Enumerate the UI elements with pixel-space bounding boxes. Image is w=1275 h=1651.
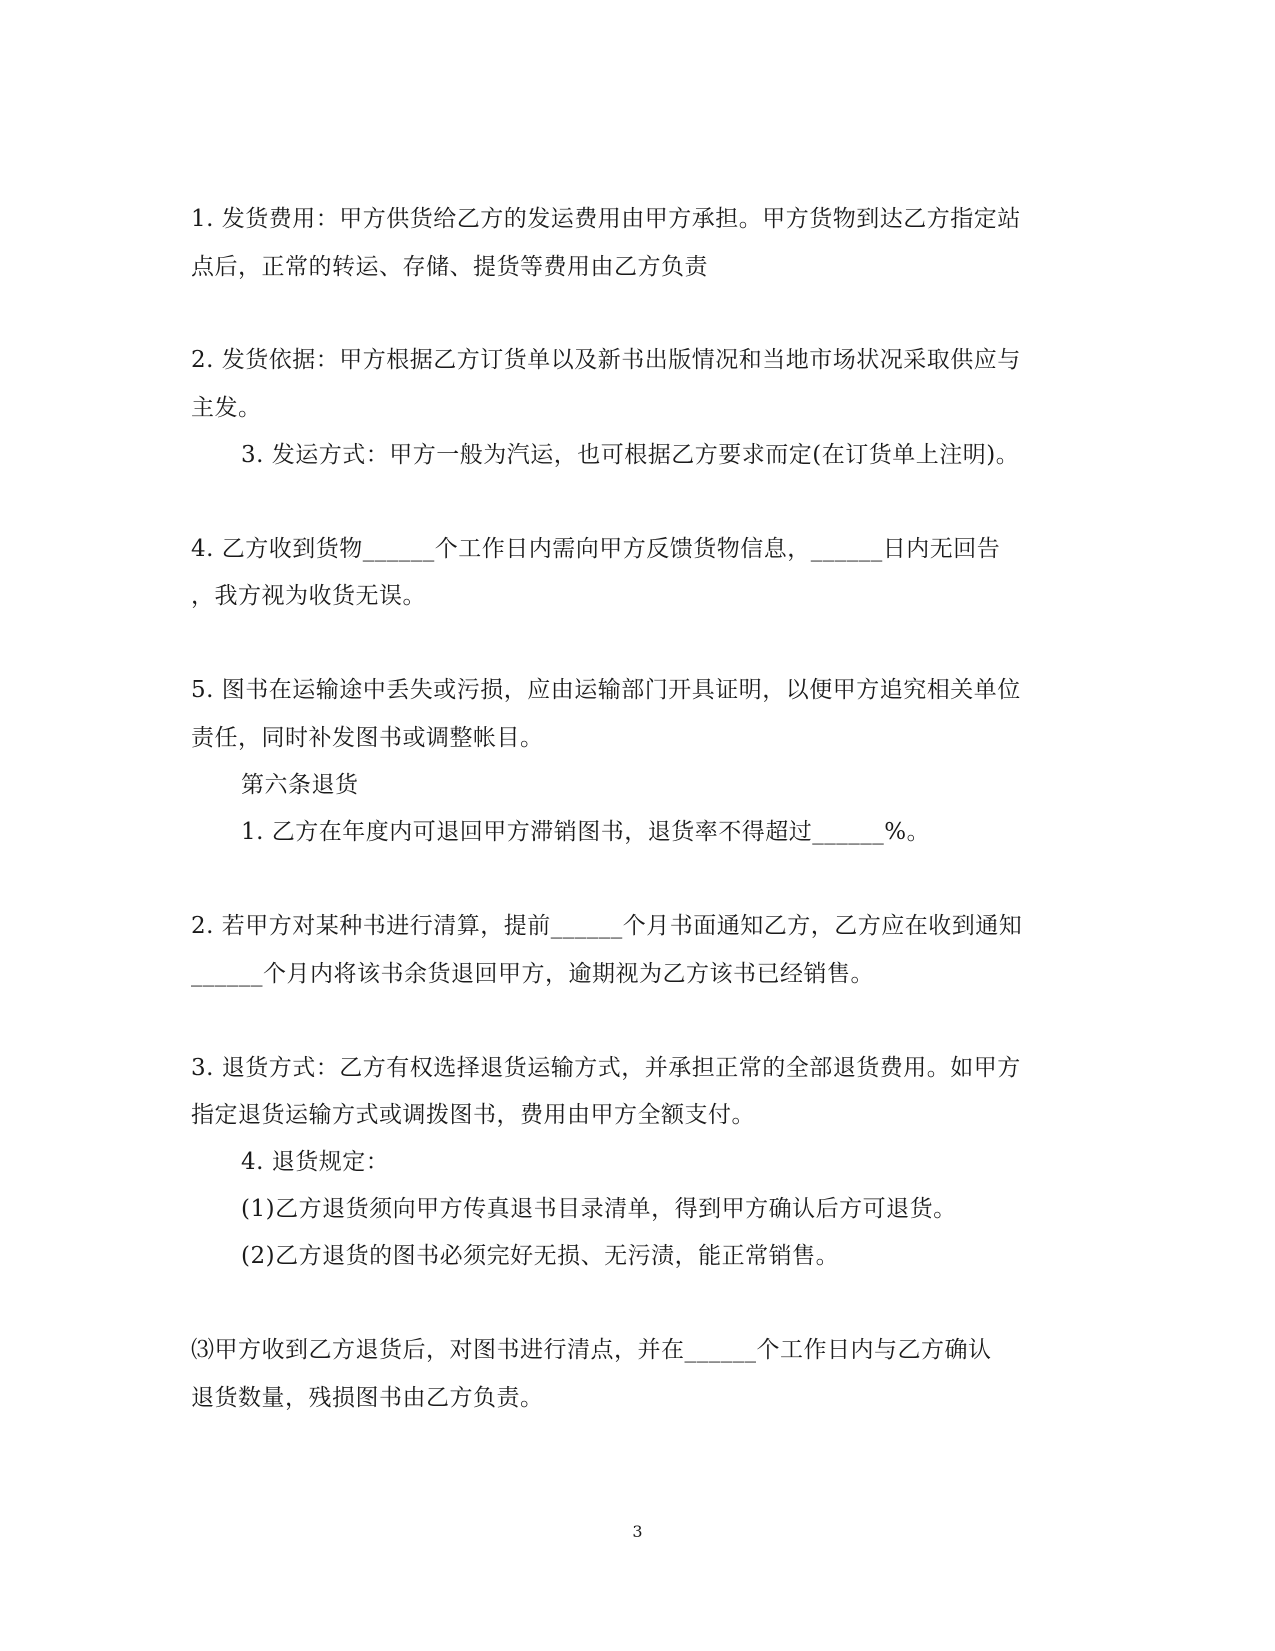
paragraph-line: 2. 若甲方对某种书进行清算，提前______个月书面通知乙方，乙方应在收到通知 bbox=[191, 913, 1023, 939]
paragraph-line: ，我方视为收货无误。 bbox=[191, 583, 426, 609]
page-number: 3 bbox=[632, 1522, 643, 1541]
paragraph-line: 4. 乙方收到货物______个工作日内需向甲方反馈货物信息，______日内无回告 bbox=[191, 536, 1001, 562]
paragraph-line: 责任，同时补发图书或调整帐目。 bbox=[191, 725, 544, 751]
paragraph-line: 1. 发货费用：甲方供货给乙方的发运费用由甲方承担。甲方货物到达乙方指定站 bbox=[191, 206, 1021, 232]
paragraph-line: 指定退货运输方式或调拨图书，费用由甲方全额支付。 bbox=[191, 1102, 755, 1128]
paragraph-line: ______个月内将该书余货退回甲方，逾期视为乙方该书已经销售。 bbox=[191, 961, 874, 987]
section-heading: 第六条退货 bbox=[241, 772, 359, 798]
paragraph-line: 退货数量，残损图书由乙方负责。 bbox=[191, 1385, 544, 1411]
paragraph-line: 1. 乙方在年度内可退回甲方滞销图书，退货率不得超过______%。 bbox=[241, 819, 931, 845]
paragraph-line: 2. 发货依据：甲方根据乙方订货单以及新书出版情况和当地市场状况采取供应与 bbox=[191, 347, 1021, 373]
paragraph-line: ⑶甲方收到乙方退货后，对图书进行清点，并在______个工作日内与乙方确认 bbox=[191, 1337, 992, 1363]
paragraph-line: 4. 退货规定： bbox=[241, 1149, 390, 1175]
paragraph-line: 主发。 bbox=[191, 395, 262, 421]
paragraph-line: 3. 退货方式：乙方有权选择退货运输方式，并承担正常的全部退货费用。如甲方 bbox=[191, 1055, 1021, 1081]
paragraph-line: 3. 发运方式：甲方一般为汽运，也可根据乙方要求而定(在订货单上注明)。 bbox=[241, 442, 1020, 468]
paragraph-line: (2)乙方退货的图书必须完好无损、无污渍，能正常销售。 bbox=[241, 1243, 840, 1269]
paragraph-line: (1)乙方退货须向甲方传真退书目录清单，得到甲方确认后方可退货。 bbox=[241, 1196, 957, 1222]
paragraph-line: 5. 图书在运输途中丢失或污损，应由运输部门开具证明，以便甲方追究相关单位 bbox=[191, 677, 1021, 703]
paragraph-line: 点后，正常的转运、存储、提货等费用由乙方负责 bbox=[191, 254, 708, 280]
